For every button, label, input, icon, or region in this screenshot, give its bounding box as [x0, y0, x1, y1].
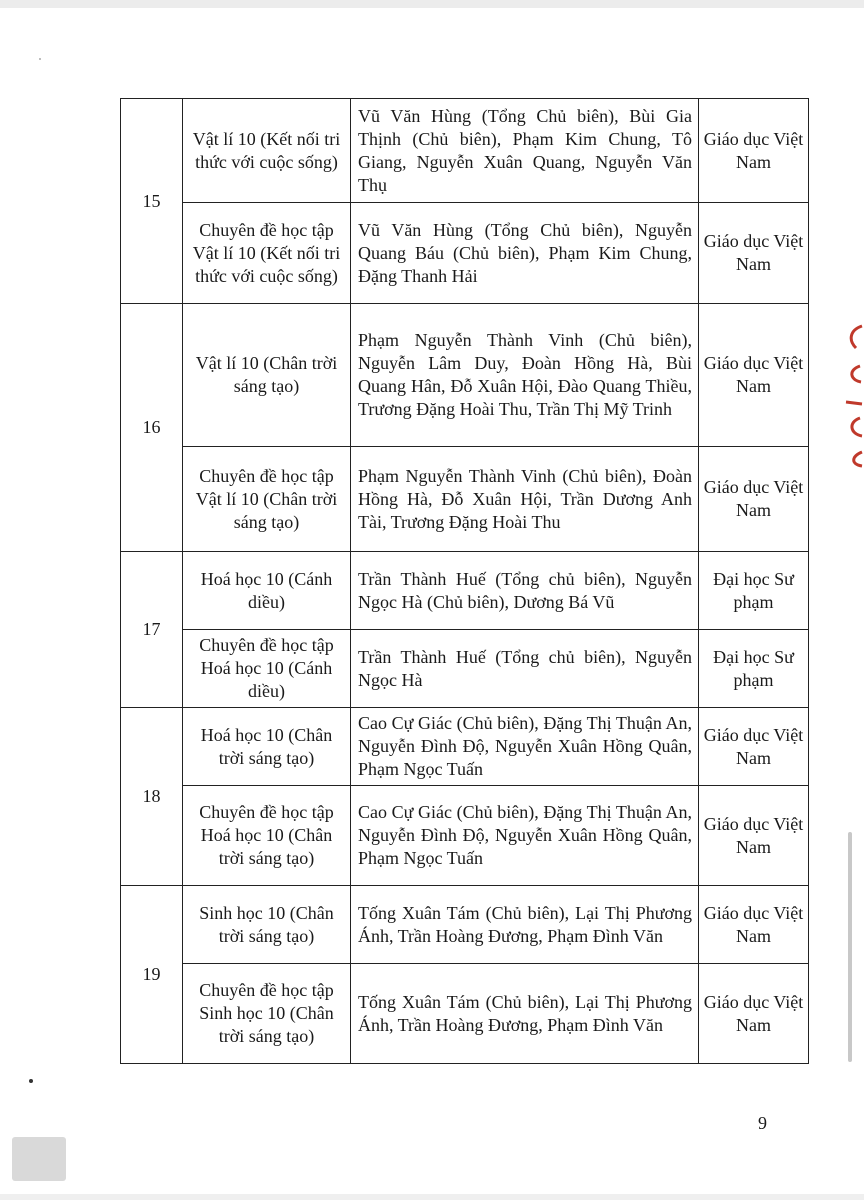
row-number-cell: 16 — [121, 304, 183, 552]
authors-cell: Trần Thành Huế (Tổng chủ biên), Nguyễn Ngọc Hà (Chủ biên), Dương Bá Vũ — [351, 552, 699, 630]
book-title-cell: Vật lí 10 (Kết nối tri thức với cuộc sống) — [183, 99, 351, 203]
table-row — [121, 99, 809, 203]
publisher-cell: Giáo dục Việt Nam — [699, 447, 809, 552]
book-title-cell: Chuyên đề học tập Hoá học 10 (Chân trời sáng tạo) — [183, 786, 351, 886]
red-stamp-edge — [842, 318, 864, 468]
row-number-cell: 17 — [121, 552, 183, 708]
top-edge-band — [0, 0, 864, 8]
table-row — [121, 203, 809, 304]
table-row — [121, 708, 809, 786]
row-number-cell: 18 — [121, 708, 183, 886]
thumbnail-placeholder[interactable] — [12, 1137, 66, 1181]
authors-cell: Phạm Nguyễn Thành Vinh (Chủ biên), Nguyễn Lâm Duy, Đoàn Hồng Hà, Bùi Quang Hân, Đỗ Xuân Hội, Đào Quang Thiều, Trương Đặng Hoài Thu, Trần Thị Mỹ Trinh — [351, 304, 699, 447]
table-row — [121, 304, 809, 447]
scrollbar[interactable] — [848, 832, 852, 1062]
book-title-cell: Chuyên đề học tập Vật lí 10 (Chân trời sáng tạo) — [183, 447, 351, 552]
authors-cell: Tống Xuân Tám (Chủ biên), Lại Thị Phương Ánh, Trần Hoàng Đương, Phạm Đình Văn — [351, 886, 699, 964]
authors-cell: Vũ Văn Hùng (Tổng Chủ biên), Bùi Gia Thịnh (Chủ biên), Phạm Kim Chung, Tô Giang, Nguyễn Xuân Quang, Nguyễn Văn Thụ — [351, 99, 699, 203]
speck-mark — [29, 1079, 33, 1083]
authors-cell: Trần Thành Huế (Tổng chủ biên), Nguyễn Ngọc Hà — [351, 630, 699, 708]
authors-cell: Cao Cự Giác (Chủ biên), Đặng Thị Thuận An, Nguyễn Đình Độ, Nguyễn Xuân Hồng Quân, Phạm Ngọc Tuấn — [351, 786, 699, 886]
publisher-cell: Giáo dục Việt Nam — [699, 708, 809, 786]
table-row — [121, 447, 809, 552]
book-title-cell: Sinh học 10 (Chân trời sáng tạo) — [183, 886, 351, 964]
textbook-table — [120, 98, 809, 1064]
authors-cell: Tống Xuân Tám (Chủ biên), Lại Thị Phương Ánh, Trần Hoàng Đương, Phạm Đình Văn — [351, 964, 699, 1064]
table-row — [121, 552, 809, 630]
publisher-cell: Giáo dục Việt Nam — [699, 203, 809, 304]
publisher-cell: Đại học Sư phạm — [699, 552, 809, 630]
book-title-cell: Chuyên đề học tập Hoá học 10 (Cánh diều) — [183, 630, 351, 708]
authors-cell: Phạm Nguyễn Thành Vinh (Chủ biên), Đoàn Hồng Hà, Đỗ Xuân Hội, Trần Dương Anh Tài, Trương Đặng Hoài Thu — [351, 447, 699, 552]
bottom-edge-band — [0, 1194, 864, 1200]
table-row — [121, 786, 809, 886]
book-title-cell: Chuyên đề học tập Vật lí 10 (Kết nối tri thức với cuộc sống) — [183, 203, 351, 304]
row-number-cell: 15 — [121, 99, 183, 304]
table-row — [121, 964, 809, 1064]
publisher-cell: Đại học Sư phạm — [699, 630, 809, 708]
publisher-cell: Giáo dục Việt Nam — [699, 964, 809, 1064]
table-row — [121, 630, 809, 708]
speck-mark — [39, 58, 41, 60]
row-number-cell: 19 — [121, 886, 183, 1064]
book-title-cell: Hoá học 10 (Chân trời sáng tạo) — [183, 708, 351, 786]
publisher-cell: Giáo dục Việt Nam — [699, 786, 809, 886]
book-title-cell: Vật lí 10 (Chân trời sáng tạo) — [183, 304, 351, 447]
publisher-cell: Giáo dục Việt Nam — [699, 304, 809, 447]
table-row — [121, 886, 809, 964]
page-number: 9 — [758, 1113, 767, 1133]
authors-cell: Cao Cự Giác (Chủ biên), Đặng Thị Thuận An, Nguyễn Đình Độ, Nguyễn Xuân Hồng Quân, Phạm Ngọc Tuấn — [351, 708, 699, 786]
book-title-cell: Hoá học 10 (Cánh diều) — [183, 552, 351, 630]
publisher-cell: Giáo dục Việt Nam — [699, 99, 809, 203]
book-title-cell: Chuyên đề học tập Sinh học 10 (Chân trời sáng tạo) — [183, 964, 351, 1064]
textbook-table-container — [120, 98, 809, 1064]
publisher-cell: Giáo dục Việt Nam — [699, 886, 809, 964]
authors-cell: Vũ Văn Hùng (Tổng Chủ biên), Nguyễn Quang Báu (Chủ biên), Phạm Kim Chung, Đặng Thanh Hải — [351, 203, 699, 304]
